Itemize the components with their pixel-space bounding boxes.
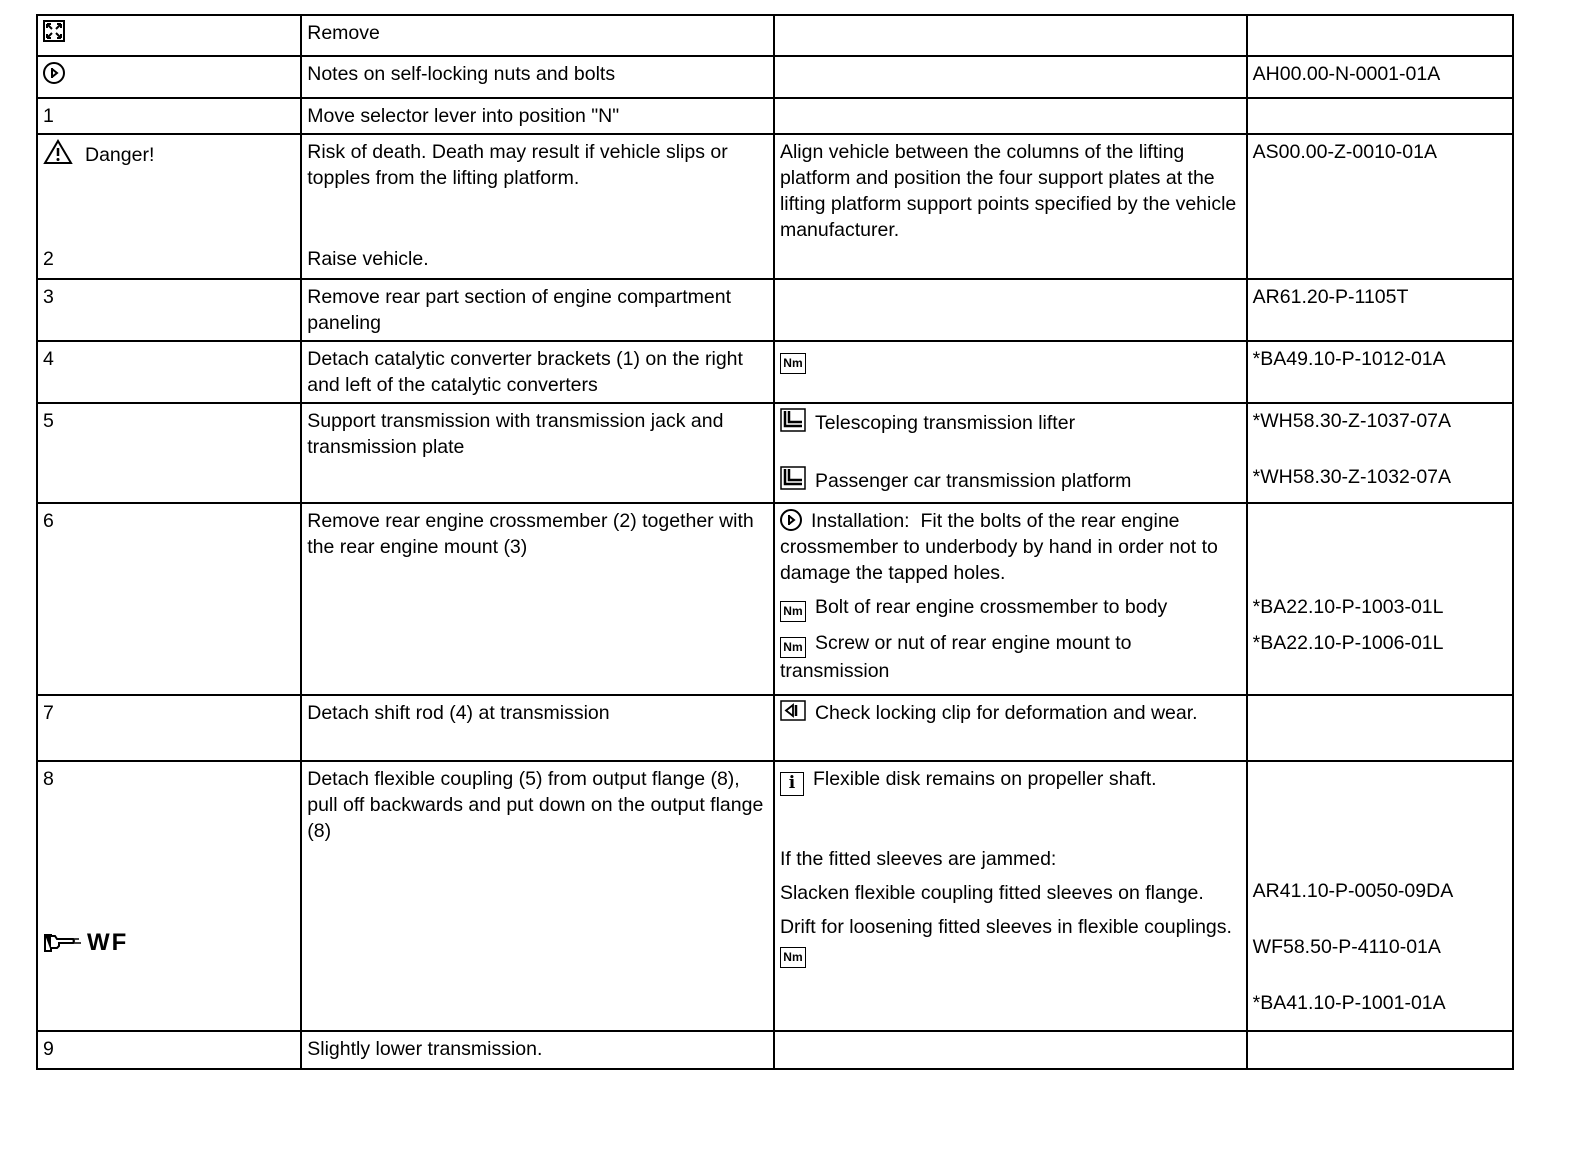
reference-link[interactable]: *WH58.30-Z-1032-07A xyxy=(1252,466,1452,488)
torque-icon[interactable]: Nm xyxy=(780,947,806,968)
notes-cell xyxy=(774,341,1247,403)
torque-item: Nm Bolt of rear engine crossmember to body xyxy=(780,594,1240,622)
step-number: 1 xyxy=(37,98,301,134)
table-row xyxy=(37,761,1513,1031)
step-cell xyxy=(37,15,301,56)
notice-icon xyxy=(43,62,65,84)
notes-cell xyxy=(774,503,1247,695)
info-note: i Flexible disk remains on propeller shaft. xyxy=(780,766,1240,796)
reference-cell xyxy=(1247,761,1513,1031)
torque-item xyxy=(780,940,1240,968)
reference-link[interactable]: *WH58.30-Z-1037-07A xyxy=(1252,410,1452,432)
table-row xyxy=(37,15,1513,56)
action-text: Raise vehicle. xyxy=(307,248,429,270)
notes-cell xyxy=(774,695,1247,761)
reference-link[interactable]: *BA49.10-P-1012-01A xyxy=(1247,341,1513,403)
expand-icon xyxy=(43,20,65,42)
step-cell xyxy=(37,56,301,98)
notes-cell xyxy=(774,403,1247,503)
table-row xyxy=(37,695,1513,761)
step-number: 9 xyxy=(37,1031,301,1069)
torque-icon[interactable]: Nm xyxy=(780,637,806,658)
action-cell: Detach catalytic converter brackets (1) on the right and left of the catalytic converters xyxy=(301,341,774,403)
table-row xyxy=(37,279,1513,341)
notes-cell xyxy=(774,761,1247,1031)
reference-cell xyxy=(1247,15,1513,56)
reference-link[interactable]: AR41.10-P-0050-09DA xyxy=(1252,880,1454,902)
check-text: Check locking clip for deformation and wear. xyxy=(814,702,1198,724)
reference-link[interactable]: *BA22.10-P-1006-01L xyxy=(1252,632,1444,654)
table-row xyxy=(37,1031,1513,1069)
info-icon: i xyxy=(780,772,804,796)
reference-link[interactable]: WF58.50-P-4110-01A xyxy=(1252,936,1441,958)
step-number: 8 xyxy=(43,768,54,790)
warning-icon xyxy=(43,139,73,165)
step-number: 3 xyxy=(37,279,301,341)
slacken-note: Slacken flexible coupling fitted sleeves on flange. xyxy=(779,882,1204,904)
drift-note: Drift for loosening fitted sleeves in flexible couplings. xyxy=(779,916,1232,938)
action-cell: Remove rear part section of engine compartment paneling xyxy=(301,279,774,341)
table-row xyxy=(37,403,1513,503)
action-cell: Remove xyxy=(301,15,774,56)
notes-cell xyxy=(774,56,1247,98)
step-number: 7 xyxy=(37,695,301,761)
installation-note: Installation: Fit the bolts of the rear engine crossmember to underbody by hand in order not to damage the tapped holes. xyxy=(779,510,1218,584)
step-cell xyxy=(37,761,301,1031)
reference-cell xyxy=(1247,695,1513,761)
notes-cell xyxy=(774,98,1247,134)
step-number: 5 xyxy=(37,403,301,503)
action-cell: Detach flexible coupling (5) from output flange (8), pull off backwards and put down on the output flange (8) xyxy=(301,761,774,1031)
reference-link[interactable]: AS00.00-Z-0010-01A xyxy=(1247,134,1513,279)
notes-cell: Align vehicle between the columns of the lifting platform and position the four support plates at the lifting platform support points specified by the vehicle manufacturer. xyxy=(774,134,1247,279)
workshop-tool-marker[interactable]: WF xyxy=(43,930,128,957)
notes-cell xyxy=(774,1031,1247,1069)
jammed-note: If the fitted sleeves are jammed: xyxy=(779,848,1057,870)
torque-icon[interactable]: Nm xyxy=(780,353,806,374)
reference-cell xyxy=(1247,503,1513,695)
reference-link[interactable]: *BA41.10-P-1001-01A xyxy=(1252,992,1446,1014)
special-tool-icon[interactable] xyxy=(780,408,806,432)
tool-item: Telescoping transmission lifter xyxy=(780,408,1240,436)
table-row xyxy=(37,341,1513,403)
step-number: 2 xyxy=(43,248,54,270)
special-tool-icon[interactable] xyxy=(780,466,806,490)
warning-text: Risk of death. Death may result if vehicle slips or topples from the lifting platform. xyxy=(307,141,728,189)
step-number: 4 xyxy=(37,341,301,403)
action-cell: Support transmission with transmission jack and transmission plate xyxy=(301,403,774,503)
reference-link[interactable]: *BA22.10-P-1003-01L xyxy=(1252,596,1444,618)
procedure-table xyxy=(36,14,1514,1070)
action-cell: Remove rear engine crossmember (2) together with the rear engine mount (3) xyxy=(301,503,774,695)
reference-link[interactable]: AH00.00-N-0001-01A xyxy=(1247,56,1513,98)
pointing-hand-icon xyxy=(43,931,83,953)
table-row xyxy=(37,56,1513,98)
step-cell xyxy=(37,134,301,279)
action-cell: Detach shift rod (4) at transmission xyxy=(301,695,774,761)
table-row xyxy=(37,503,1513,695)
torque-icon[interactable]: Nm xyxy=(780,601,806,622)
action-cell: Move selector lever into position "N" xyxy=(301,98,774,134)
torque-item: Nm Screw or nut of rear engine mount to transmission xyxy=(779,632,1132,682)
check-icon xyxy=(780,700,806,721)
danger-label: Danger! xyxy=(43,139,294,168)
reference-link[interactable]: AR61.20-P-1105T xyxy=(1247,279,1513,341)
step-number: 6 xyxy=(37,503,301,695)
notes-cell xyxy=(774,15,1247,56)
table-row xyxy=(37,134,1513,279)
action-cell xyxy=(301,134,774,279)
notice-icon xyxy=(780,509,802,531)
reference-cell xyxy=(1247,1031,1513,1069)
action-cell: Slightly lower transmission. xyxy=(301,1031,774,1069)
tool-item: Passenger car transmission platform xyxy=(780,466,1240,494)
notes-cell xyxy=(774,279,1247,341)
action-cell: Notes on self-locking nuts and bolts xyxy=(301,56,774,98)
reference-cell xyxy=(1247,98,1513,134)
table-row xyxy=(37,98,1513,134)
reference-cell xyxy=(1247,403,1513,503)
